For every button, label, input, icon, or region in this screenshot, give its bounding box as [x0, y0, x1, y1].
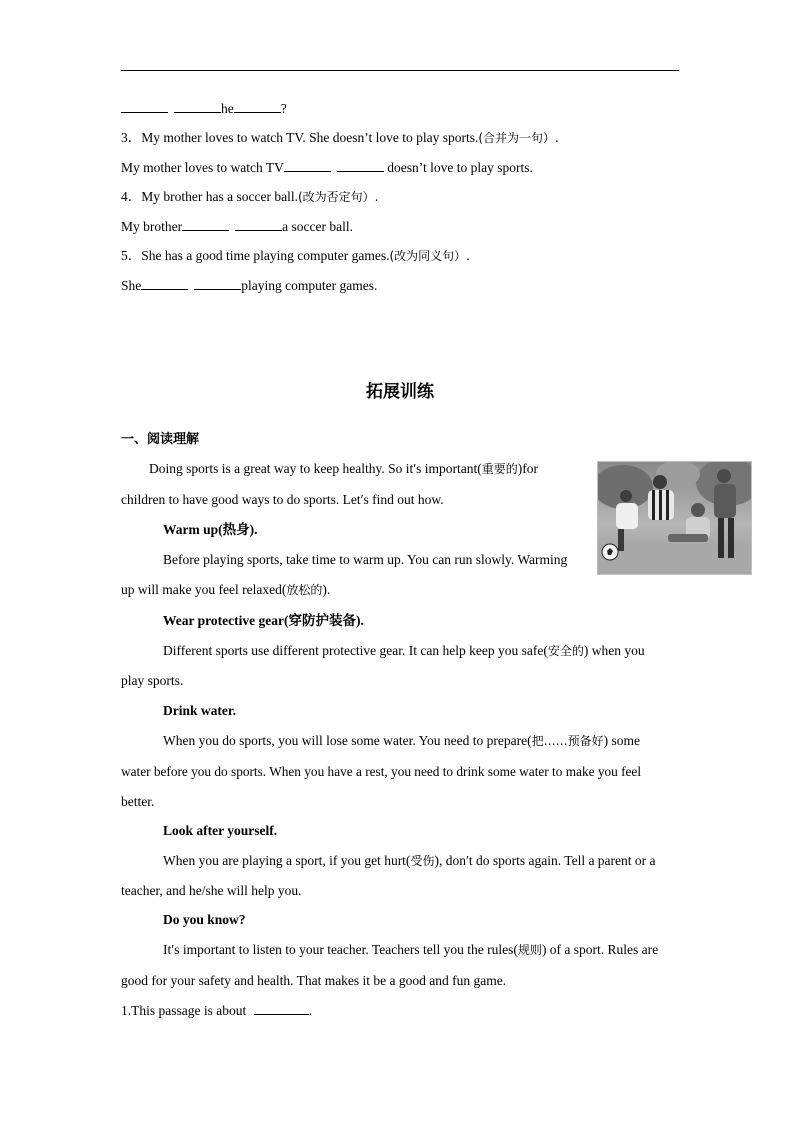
question-1 — [121, 1001, 312, 1020]
passage-text: When you do sports, you will lose some water. You need to prepare( — [163, 733, 532, 748]
answer-blank[interactable] — [337, 158, 384, 172]
gloss-cn: 重要的 — [481, 462, 518, 476]
look-after-line2: teacher, and he/she will help you. — [121, 883, 302, 898]
passage-text: ). — [322, 582, 331, 597]
q3-number: 3． — [121, 130, 142, 145]
answer-blank[interactable] — [194, 276, 241, 290]
gloss-cn: 放松的 — [286, 583, 323, 597]
passage-text: Doing sports is a great way to keep healthy. So it′s important( — [149, 461, 482, 476]
question-end: . — [308, 1003, 312, 1018]
passage-text: ) when you — [583, 643, 645, 658]
passage-intro-line1 — [149, 460, 538, 478]
subheading-drink-water: Drink water. — [163, 703, 236, 718]
part-heading: 一、阅读理解 — [121, 432, 200, 447]
passage-intro-line2: children to have good ways to do sports. Let′s find out how. — [121, 492, 444, 507]
gear-line2: play sports. — [121, 673, 184, 688]
top-divider — [121, 70, 679, 71]
subheading-do-you-know: Do you know? — [163, 912, 246, 927]
q5-answer-pre: She — [121, 278, 142, 293]
passage-text: Different sports use different protective gear. It can help keep you safe( — [163, 643, 548, 658]
q3-prompt — [121, 129, 559, 147]
answer-blank[interactable] — [121, 99, 168, 113]
passage-text: up will make you feel relaxed( — [121, 582, 287, 597]
answer-blank[interactable] — [174, 99, 221, 113]
water-line1 — [163, 732, 640, 750]
q3-sentence: My mother loves to watch TV. She doesn’t love to play sports. — [141, 130, 479, 145]
section-title: 拓展训练 — [366, 382, 434, 402]
answer-blank[interactable] — [182, 217, 229, 231]
q5-answer-line — [121, 276, 377, 295]
subheading-protective-gear: Wear protective gear(穿防护装备). — [163, 613, 364, 628]
q5-instruction: (改为同义句）. — [389, 249, 470, 263]
know-line1 — [163, 941, 658, 959]
passage-text: ) of a sport. Rules are — [541, 942, 659, 957]
q3-answer-line — [121, 158, 533, 177]
q5-prompt — [121, 247, 470, 265]
answer-blank[interactable] — [234, 99, 281, 113]
passage-text: )for — [517, 461, 539, 476]
passage-text: ) some — [603, 733, 640, 748]
gear-line1 — [163, 642, 645, 660]
answer-blank[interactable] — [141, 276, 188, 290]
q4-answer-pre: My brother — [121, 219, 183, 234]
q3-answer-pre: My mother loves to watch TV — [121, 160, 284, 175]
passage-text: ), don′t do sports again. Tell a parent or a — [434, 853, 656, 868]
sports-photo — [597, 461, 752, 575]
q3-answer-post: doesn’t love to play sports. — [383, 160, 533, 175]
q5-answer-post: playing computer games. — [241, 278, 378, 293]
q4-answer-post: a soccer ball. — [282, 219, 353, 234]
gloss-cn: 安全的 — [547, 644, 584, 658]
q5-number: 5． — [121, 248, 142, 263]
q2-end: ? — [280, 101, 287, 116]
warm-up-line2 — [121, 581, 330, 599]
passage-text: It′s important to listen to your teacher. Teachers tell you the rules( — [163, 942, 518, 957]
q4-number: 4． — [121, 189, 142, 204]
q4-prompt — [121, 188, 378, 206]
q2-text: he — [221, 101, 234, 116]
q4-sentence: My brother has a soccer ball. — [141, 189, 298, 204]
know-line2: good for your safety and health. That makes it be a good and fun game. — [121, 973, 507, 988]
photo-illustration — [598, 462, 751, 574]
q3-instruction: (合并为一句）. — [478, 131, 559, 145]
look-after-line1 — [163, 852, 656, 870]
q4-instruction: (改为否定句）. — [297, 190, 379, 204]
answer-blank[interactable] — [284, 158, 331, 172]
passage-text: When you are playing a sport, if you get hurt( — [163, 853, 411, 868]
answer-blank[interactable] — [254, 1001, 309, 1015]
gloss-cn: 把……预备好 — [531, 734, 604, 748]
subheading-look-after: Look after yourself. — [163, 823, 278, 838]
q2-answer-line — [121, 99, 287, 118]
gloss-cn: 受伤 — [410, 854, 435, 868]
question-text: 1.This passage is about — [121, 1003, 250, 1018]
warm-up-line1: Before playing sports, take time to warm up. You can run slowly. Warming — [163, 552, 568, 567]
subheading-warm-up: Warm up(热身). — [163, 522, 258, 537]
answer-blank[interactable] — [235, 217, 282, 231]
q4-answer-line — [121, 217, 353, 236]
gloss-cn: 规则 — [517, 943, 542, 957]
water-line2: water before you do sports. When you have a rest, you need to drink some water to make you feel — [121, 764, 642, 779]
q5-sentence: She has a good time playing computer games. — [141, 248, 390, 263]
water-line3: better. — [121, 794, 155, 809]
